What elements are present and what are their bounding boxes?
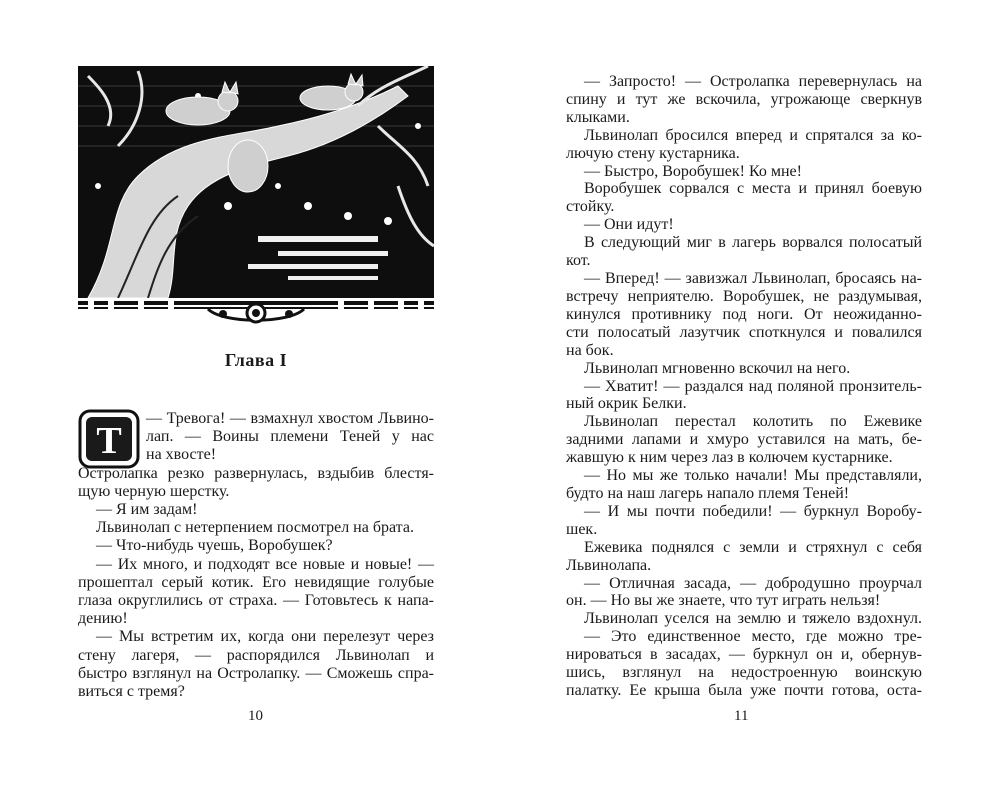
text-line: Львинолап с нетерпением посмотрел на брата.	[96, 519, 414, 537]
text-line: Ежевика поднялся с земли и стряхнул с себя	[584, 538, 922, 556]
text-line: кинулся противнику под ноги. От неожиданно-	[566, 305, 922, 323]
drop-cap	[78, 409, 140, 469]
text-line: шись, взглянул на недостроенную воинскую	[566, 664, 922, 682]
text-line: стойку.	[566, 198, 615, 216]
text-line: сти полосатый лазутчик споткнулся и повалился	[566, 323, 922, 341]
text-line: спину и тут же вскочила, угрожающе сверкнув	[566, 90, 922, 108]
text-line: Львинолап бросился вперед и спрятался за ко-	[584, 126, 922, 144]
right-page	[500, 0, 1000, 808]
chapter-ornament	[78, 296, 434, 326]
page-number-right: 11	[734, 708, 749, 724]
text-line: на бок.	[566, 341, 614, 359]
text-line: — Тревога! — взмахнул хвостом Львино-	[146, 410, 434, 427]
chapter-title: Глава I	[224, 350, 288, 370]
text-line: жавшую к ним через лаз в колючем кустарнике.	[566, 449, 893, 467]
text-line: на хвосте!	[146, 446, 217, 464]
text-line: — Их много, и подходят все новые и новые! —	[96, 555, 434, 573]
text-line: — Но мы же только начали! Мы представляли,	[584, 467, 922, 485]
text-line: — Что-нибудь чуешь, Воробушек?	[96, 537, 333, 555]
text-line: Остролапка резко развернулась, вздыбив блестя-	[78, 464, 434, 482]
text-line: Львинолап мгновенно вскочил на него.	[584, 359, 851, 377]
text-line: быстро взглянул на Остролапку. — Сможешь спра-	[78, 664, 434, 682]
text-line: глаза округлились от страха. — Готовьтесь к напа-	[78, 592, 434, 609]
drop-cap-letter: Т	[96, 420, 122, 462]
text-line: прошептал серый котик. Его невидящие голубые	[78, 573, 434, 591]
text-line: В следующий миг в лагерь ворвался полосатый	[584, 234, 922, 252]
text-line: палатку. Ее крыша была уже почти готова, оста-	[566, 682, 922, 699]
text-line: — Запросто! — Остролапка перевернулась на	[584, 73, 922, 90]
text-line: Львинолап перестал колотить по Ежевике	[584, 413, 922, 431]
text-line: — Они идут!	[584, 216, 674, 234]
text-line: щую черную шерстку.	[78, 482, 230, 500]
text-line: — Мы встретим их, когда они перелезут через	[96, 628, 434, 646]
text-line: — Это единственное место, где можно тре-	[584, 628, 922, 646]
text-line: он. — Но вы же знаете, что тут играть нельзя!	[566, 592, 881, 610]
text-line: Воробушек сорвался с места и принял боевую	[584, 180, 922, 198]
page-number-left: 10	[248, 708, 263, 724]
text-line: — И мы почти победили! — буркнул Воробу-	[584, 502, 922, 520]
text-line: — Хватит! — раздался над поляной пронзитель-	[584, 377, 922, 395]
text-line: лючую стену кустарника.	[566, 144, 740, 162]
text-line: будто на наш лагерь напало племя Теней!	[566, 484, 850, 502]
text-line: задними лапами и хмуро уставился на мать, бе-	[566, 431, 922, 449]
text-line: кот.	[566, 252, 591, 270]
text-line: нироваться в засадах, — буркнул он и, обернув-	[566, 646, 922, 664]
text-line: ный окрик Белки.	[566, 395, 687, 413]
text-line: встречу неприятелю. Воробушек, не раздумывая,	[566, 287, 922, 305]
text-line: клыками.	[566, 108, 630, 126]
text-line: стену лагеря, — распорядился Львинолап и	[78, 646, 434, 664]
text-line: — Быстро, Воробушек! Ко мне!	[584, 162, 802, 180]
text-line: виться с тремя?	[78, 683, 185, 700]
text-line: дению!	[78, 610, 128, 628]
text-line: — Я им задам!	[96, 501, 198, 518]
text-line: — Отличная засада, — добродушно проурчал	[584, 574, 922, 592]
text-line: Львинолап уселся на землю и тяжело вздохнул.	[584, 610, 922, 628]
text-line: лап. — Воины племени Теней у нас	[146, 428, 434, 446]
text-line: — Вперед! — завизжал Львинолап, бросаясь на-	[584, 270, 922, 288]
chapter-illustration	[78, 66, 434, 298]
text-line: Львинолапа.	[566, 556, 652, 574]
text-line: шек.	[566, 520, 598, 538]
